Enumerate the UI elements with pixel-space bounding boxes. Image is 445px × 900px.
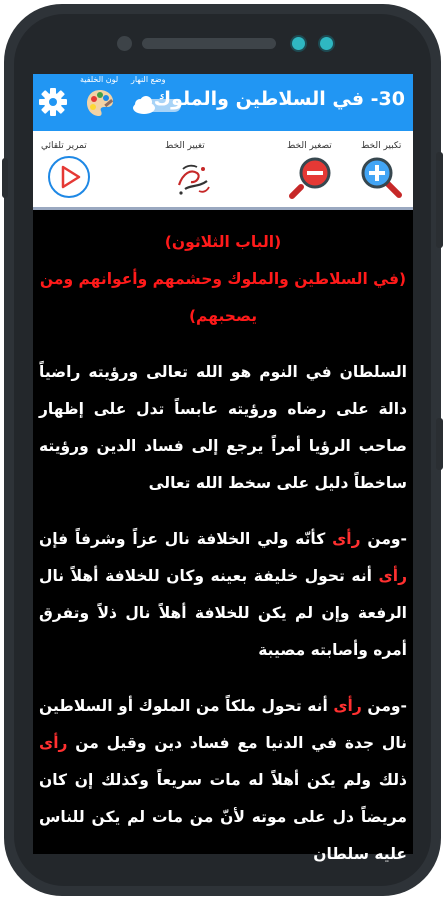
settings-button[interactable] [37, 86, 69, 118]
text-run: -ومن [360, 530, 407, 548]
sensor-dot-1 [292, 37, 305, 50]
app-screen [33, 74, 413, 863]
highlight-ra'a: رأى [333, 697, 362, 715]
highlight-ra'a: رأى [332, 530, 361, 548]
content-text [39, 224, 407, 863]
text-run: أنه تحول ملكاً من الملوك أو السلاطين نال جدة في الدنيا مع فساد دين وقيل من [39, 697, 407, 752]
reading-pane[interactable] [33, 207, 413, 863]
zoom-in-label: تكبير الخط [361, 141, 402, 151]
text-run: أنه تحول خليفة بعينه وكان للخلافة أهلاً نال الرفعة وإن لم يكن للخلافة أهلاً نال ذلاً وتفرق أمره وأصابته مصيبة [39, 567, 407, 659]
zoom-in-button[interactable] [359, 155, 403, 203]
side-button-left [2, 158, 8, 198]
change-font-label: تغيير الخط [165, 141, 205, 151]
front-camera [117, 36, 132, 51]
zoom-out-button[interactable] [289, 155, 333, 203]
side-button-top [436, 152, 443, 248]
highlight-ra'a: رأى [39, 734, 68, 752]
auto-scroll-button[interactable] [47, 155, 91, 203]
play-icon [47, 155, 91, 199]
bg-color-label: لون الخلفية [80, 75, 119, 84]
magnifier-minus-icon [289, 155, 333, 199]
speaker-grille [142, 38, 276, 49]
paragraph-gap [39, 335, 407, 354]
paragraph-caliphate [39, 521, 407, 669]
day-mode-label: وضع النهار [131, 75, 166, 84]
auto-scroll-label: تمرير تلقائي [41, 141, 87, 151]
side-button-bottom [436, 418, 443, 470]
app-bar [33, 74, 413, 131]
text-run: ذلك ولم يكن أهلاً له مات سريعاً وكذلك إن كان مريضاً دل على موته لأنّ من مات لم يكن للناس عليه سلطان [39, 771, 407, 863]
chapter-subheading: (في السلاطين والملوك وحشمهم وأعوانهم ومن يصحبهم) [39, 270, 407, 325]
change-font-button[interactable] [173, 155, 213, 203]
bg-color-button[interactable] [85, 88, 115, 118]
sensor-dot-2 [320, 37, 333, 50]
highlight-ra'a: رأى [378, 567, 407, 585]
paragraph-king [39, 688, 407, 873]
font-toolbar [33, 131, 413, 207]
paragraph-intro: السلطان في النوم هو الله تعالى ورؤيته راضياً دالة على رضاه ورؤيته عابساً تدل على إظهار صاحب الرؤيا أمراً يرجع إلى فساد الدين ورؤيته ساخطاً دليل على سخط الله تعالى [39, 363, 407, 492]
zoom-out-label: تصغير الخط [287, 141, 332, 151]
paragraph-gap [39, 502, 407, 521]
gear-icon [37, 86, 69, 118]
text-run: -ومن [361, 697, 407, 715]
text-run: كأنّه ولي الخلافة نال عزاً وشرفاً فإن [39, 530, 333, 548]
calligraphy-icon [173, 155, 213, 199]
chapter-title: 30- في السلاطين والملوك [153, 88, 405, 110]
palette-icon [85, 88, 115, 118]
chapter-heading: (الباب الثلاثون) [164, 233, 282, 251]
paragraph-gap [39, 669, 407, 688]
magnifier-plus-icon [359, 155, 403, 199]
